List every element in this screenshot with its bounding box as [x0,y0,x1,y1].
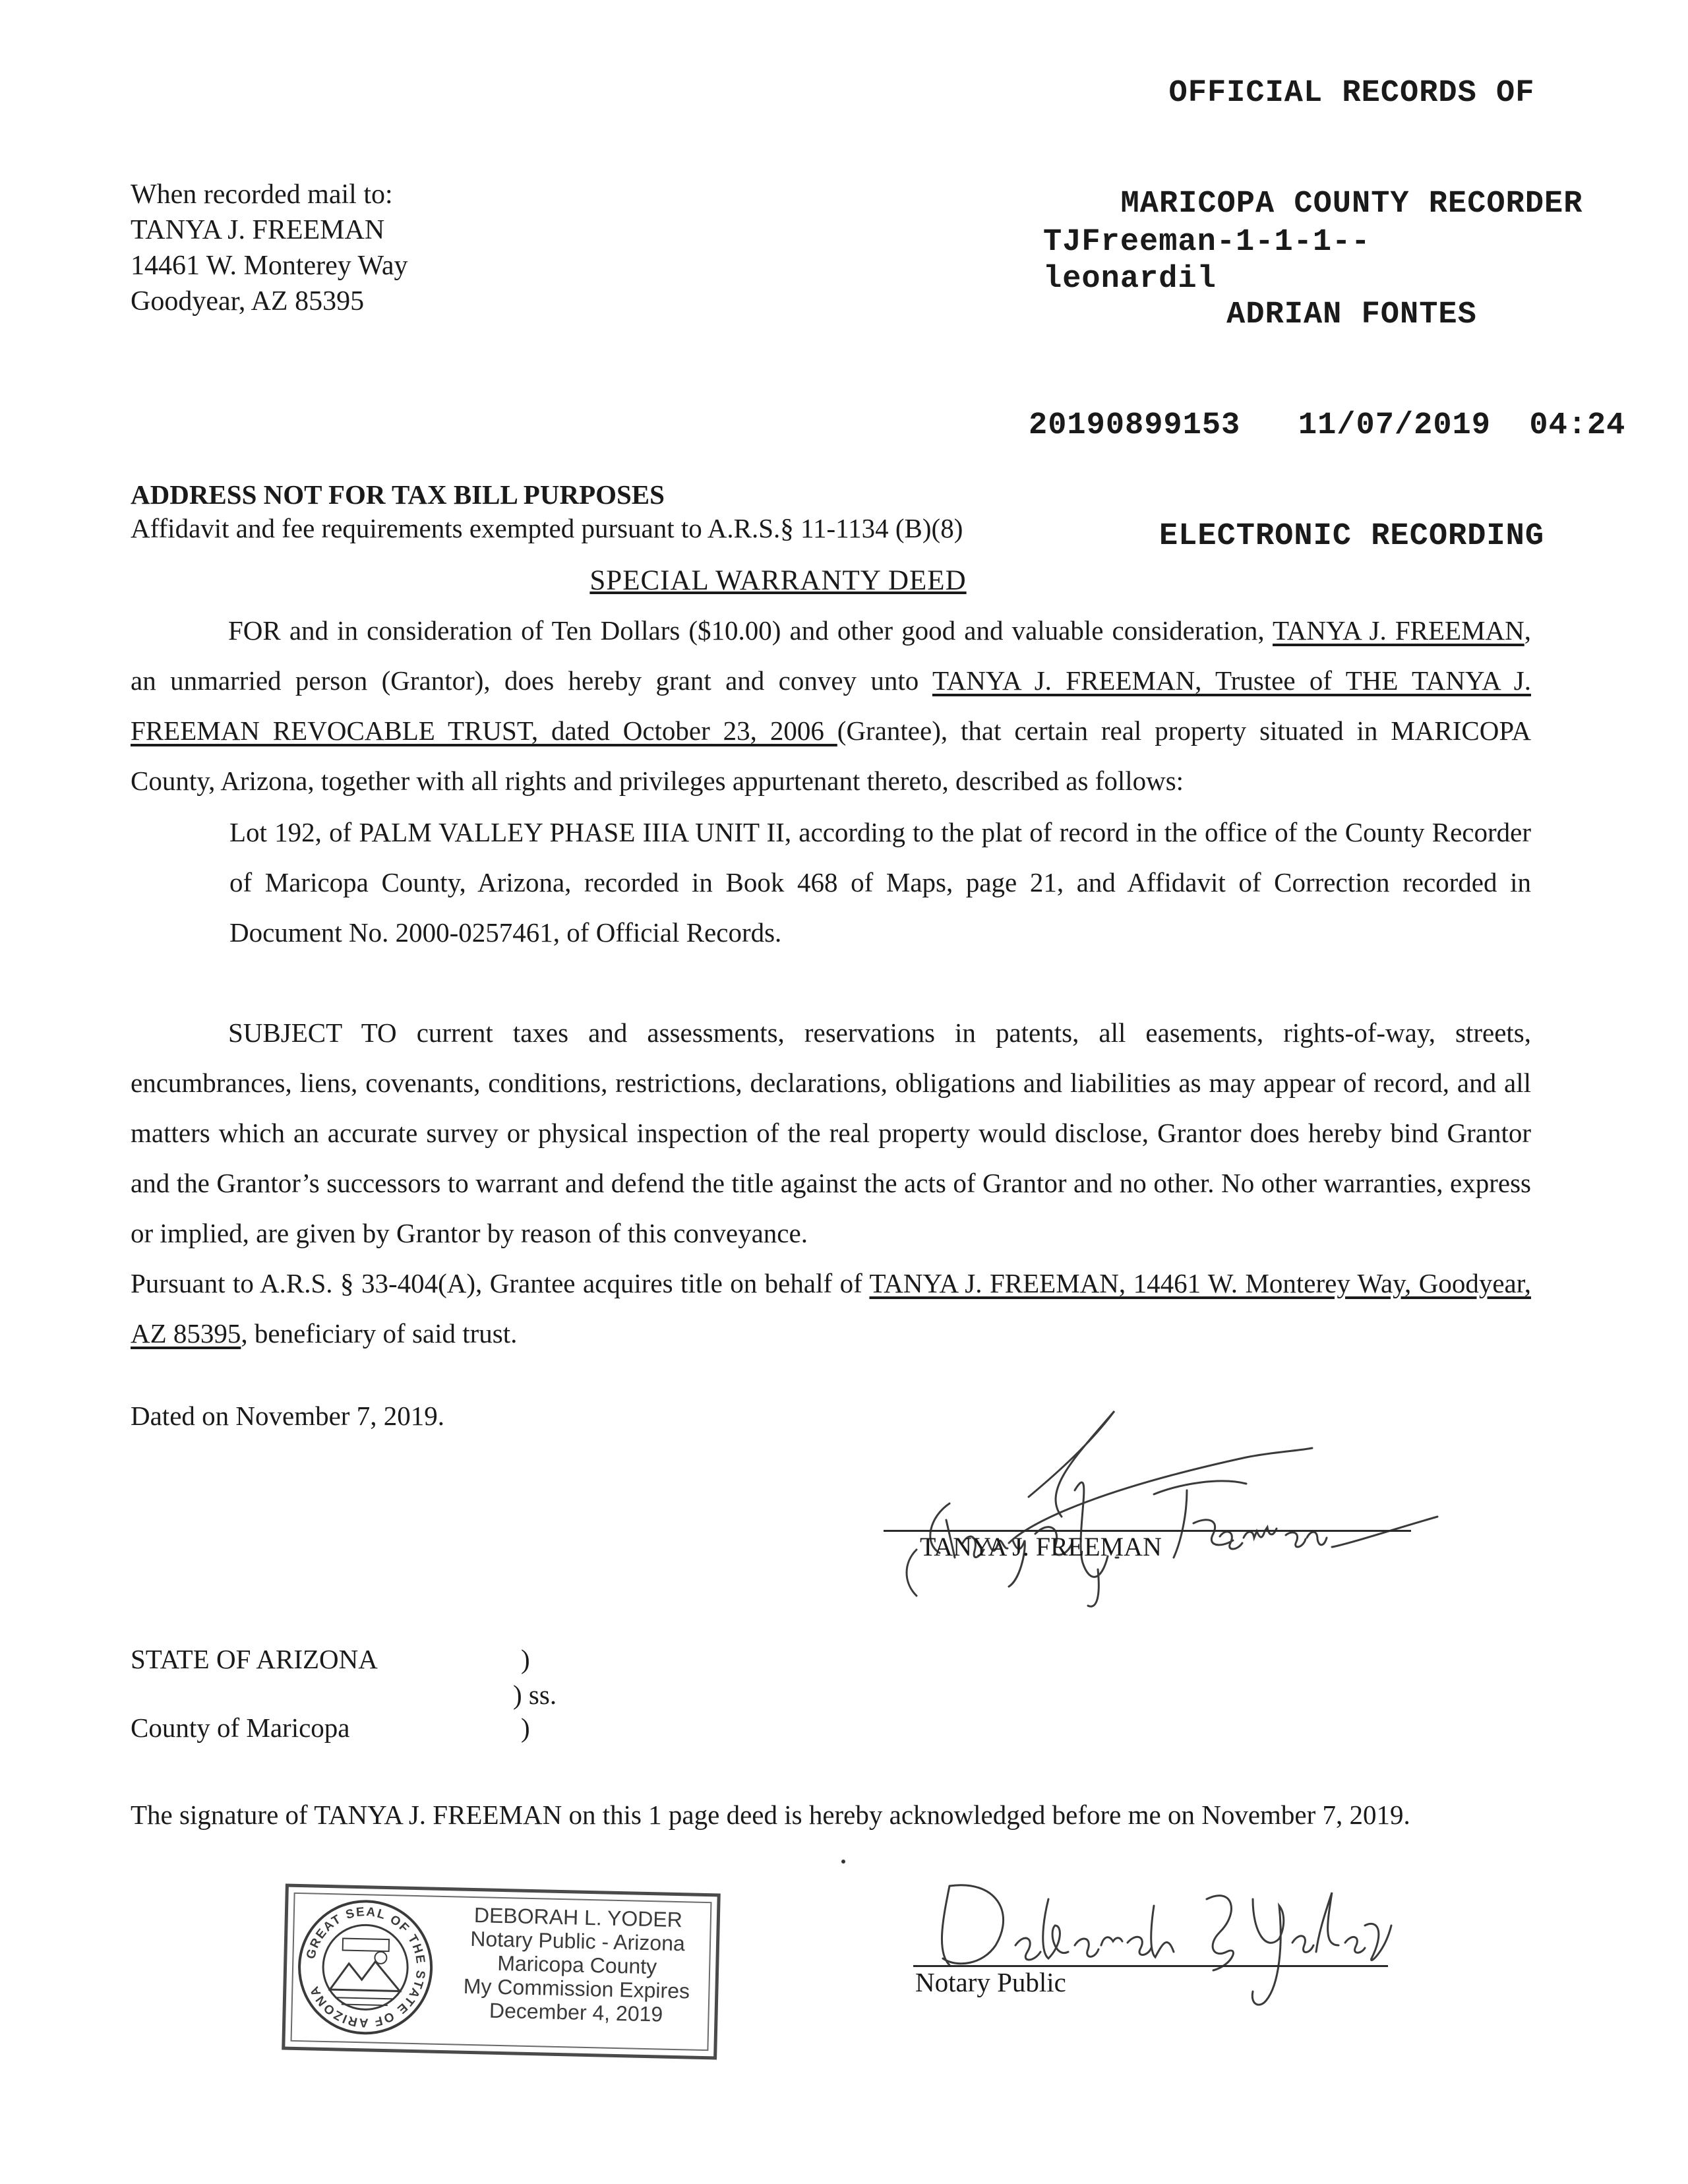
grant-text-3: (Grantee), that certain real property situated in MARICOPA County, Arizona, together with all rights and privileges appurtenant thereto, described as follows: [131,715,1532,796]
venue-state: STATE OF ARIZONA [131,1644,378,1674]
recorder-line-3: ADRIAN FONTES [1226,297,1477,332]
document-number: 20190899153 [1029,408,1241,443]
venue-county: County of Maricopa [131,1713,350,1743]
dated-line: Dated on November 7, 2019. [131,1401,444,1431]
return-address-street: 14461 W. Monterey Way [131,251,408,281]
notary-stamp-text [444,1902,710,2027]
grant-text-1: FOR and in consideration of Ten Dollars ($10.00) and other good and valuable consideration, [228,615,1273,646]
tax-bill-notice: ADDRESS NOT FOR TAX BILL PURPOSES [131,479,665,510]
notary-stamp-expires: December 4, 2019 [489,1998,663,2026]
notary-stamp [282,1884,721,2060]
seal-ring-text: GREAT SEAL OF THE STATE OF ARIZONA [304,1905,428,2030]
venue-paren-top: ) [521,1644,530,1674]
legal-description: Lot 192, of PALM VALLEY PHASE IIIA UNIT II, according to the plat of record in the office of the County Recorder of Maricopa County, Arizona, recorded in Book 468 of Maps, page 21, and Affidavit of Correction recorded in Document No. 2000-0257461, of Official Records. [229,817,1531,948]
notary-public-label: Notary Public [915,1967,1066,1997]
acknowledgment: The signature of TANYA J. FREEMAN on this 1 page deed is hereby acknowledged before me on November 7, 2019. [131,1800,1410,1830]
return-address [131,177,407,319]
pursuant-text-1: Pursuant to A.R.S. § 33-404(A), Grantee acquires title on behalf of [131,1268,870,1298]
batch-id-line-2: leonardil [1043,262,1217,297]
return-address-city: Goodyear, AZ 85395 [131,286,365,317]
grantee-name: TANYA J. FREEMAN, Trustee of THE TANYA J. FREEMAN REVOCABLE TRUST, dated October 23, 2006 [131,665,1531,746]
venue-paren-bottom: ) [521,1713,530,1743]
beneficiary: TANYA J. FREEMAN, 14461 W. Monterey Way, Goodyear, AZ 85395 [131,1268,1531,1349]
return-address-name: TANYA J. FREEMAN [131,215,385,245]
deed-title: SPECIAL WARRANTY DEED [589,565,967,596]
recorder-number-line [1029,408,1675,444]
notary-stamp-county: Maricopa County [497,1951,657,1979]
recorder-line-2: MARICOPA COUNTY RECORDER [1120,187,1583,222]
recorder-line-5: ELECTRONIC RECORDING [1159,519,1545,554]
record-date: 11/07/2019 [1298,408,1491,443]
stray-mark [841,1860,845,1864]
grantor-signature [877,1385,1457,1609]
return-address-label: When recorded mail to: [131,179,393,210]
subject-to-paragraph: SUBJECT TO current taxes and assessments, reservations in patents, all easements, rights-of-way, streets, encumbrances, liens, covenants, conditions, restrictions, declarations, obligations and liabilities as may appear of record, and all matters which an accurate survey or physical inspection of the real property would disclose, Grantor does hereby bind Grantor and the Grantor’s successors to warrant and defend the title against the acts of Grantor and no other. No other warranties, express or implied, are given by Grantor by reason of this conveyance. [131,1017,1531,1248]
venue-ss: ) ss. [513,1680,557,1710]
batch-id-line-1: TJFreeman-1-1-1-- [1043,225,1371,260]
grant-text-2: , an unmarried person (Grantor), does hereby grant and convey unto [131,615,1531,696]
svg-text:GREAT SEAL OF THE STATE OF ARI [303,1904,429,2031]
batch-id [1043,224,1370,298]
grantor-printed-name: TANYA J. FREEMAN [920,1532,1162,1562]
pursuant-paragraph [131,1258,1531,1358]
grant-paragraph [131,605,1531,806]
state-seal-icon [295,1896,437,2038]
grantor-name: TANYA J. FREEMAN [1273,615,1524,646]
recorder-line-1: OFFICIAL RECORDS OF [1168,76,1535,111]
notary-stamp-commission: My Commission Expires [463,1974,690,2003]
notary-stamp-title: Notary Public - Arizona [469,1926,686,1956]
fee-exemption-note: Affidavit and fee requirements exempted pursuant to A.R.S.§ 11-1134 (B)(8) [131,513,963,543]
notary-stamp-name: DEBORAH L. YODER [473,1903,683,1932]
pursuant-text-2: , beneficiary of said trust. [241,1318,518,1349]
record-time: 04:24 [1529,408,1626,443]
